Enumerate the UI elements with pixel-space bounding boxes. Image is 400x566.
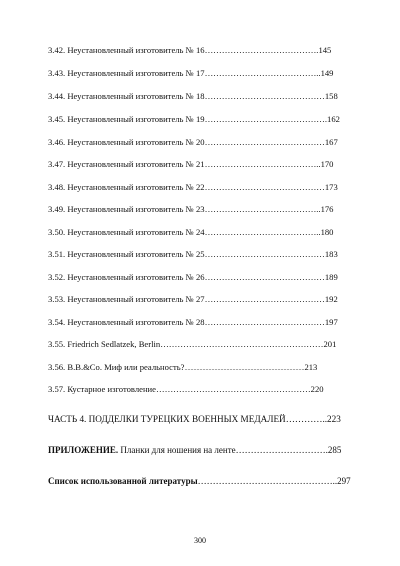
dot-leader: ………………………………….. — [204, 159, 321, 169]
dot-leader: ………….. — [285, 414, 328, 424]
part-title: ЧАСТЬ 4. ПОДДЕЛКИ ТУРЕЦКИХ ВОЕННЫХ МЕДАЛЕЙ — [48, 414, 286, 424]
entry-title: Неустановленный изготовитель № 24 — [67, 227, 205, 237]
toc-entry-3-47 — [48, 159, 360, 170]
toc-entry-3-54 — [48, 317, 360, 328]
entry-page: 158 — [324, 91, 338, 101]
toc-entry-3-51 — [48, 249, 360, 260]
dot-leader: …………………………………… — [204, 137, 325, 147]
toc-entry-3-49 — [48, 204, 360, 215]
entry-page: 176 — [320, 204, 334, 214]
toc-entry-3-42 — [48, 45, 360, 56]
entry-title: Friedrich Sedlatzek, Berlin — [67, 339, 161, 349]
toc-entry-3-57 — [48, 384, 360, 395]
entry-number: 3.55. — [48, 339, 66, 349]
dot-leader: ……………………………………. — [204, 114, 328, 124]
dot-leader: …………………………………… — [204, 272, 325, 282]
entry-page: 183 — [324, 249, 338, 259]
dot-leader: …………………………………… — [204, 182, 325, 192]
entry-page: 192 — [324, 294, 338, 304]
entry-number: 3.42. — [48, 45, 66, 55]
appendix-title: Планки для ношения на ленте — [120, 445, 236, 455]
entry-number: 3.54. — [48, 317, 66, 327]
dot-leader: ………………………………….. — [204, 227, 321, 237]
entry-number: 3.52. — [48, 272, 66, 282]
entry-page: 201 — [323, 339, 337, 349]
entry-page: 173 — [324, 182, 338, 192]
entry-number: 3.47. — [48, 159, 66, 169]
dot-leader: …………………………. — [235, 445, 328, 455]
entry-number: 3.53. — [48, 294, 66, 304]
entry-page: 213 — [304, 362, 318, 372]
entry-title: B.B.&Co. Миф или реальность? — [67, 362, 185, 372]
bibliography-page: 297 — [337, 476, 351, 486]
toc-entry-appendix — [48, 445, 360, 456]
toc-entry-bibliography — [48, 476, 360, 487]
toc-entry-3-43 — [48, 68, 360, 79]
toc-entry-3-53 — [48, 294, 360, 305]
dot-leader: …………………………………… — [204, 249, 325, 259]
dot-leader: ……………………………………………… — [155, 384, 311, 394]
entry-title: Неустановленный изготовитель № 22 — [67, 182, 205, 192]
appendix-heading: ПРИЛОЖЕНИЕ. — [48, 445, 119, 455]
entry-number: 3.48. — [48, 182, 66, 192]
entry-number: 3.50. — [48, 227, 66, 237]
part-page: 223 — [327, 414, 341, 424]
dot-leader: ………………………………….. — [204, 68, 321, 78]
entry-title: Неустановленный изготовитель № 27 — [67, 294, 205, 304]
entry-number: 3.51. — [48, 249, 66, 259]
toc-entry-part-4 — [48, 414, 360, 425]
dot-leader: …………………………………… — [204, 294, 325, 304]
entry-page: 149 — [320, 68, 334, 78]
entry-page: 180 — [320, 227, 334, 237]
entry-title: Неустановленный изготовитель № 26 — [67, 272, 205, 282]
entry-page: 197 — [324, 317, 338, 327]
entry-title: Кустарное изготовление — [67, 384, 156, 394]
entry-page: 167 — [324, 137, 338, 147]
entry-number: 3.49. — [48, 204, 66, 214]
entry-title: Неустановленный изготовитель № 20 — [67, 137, 205, 147]
entry-page: 220 — [310, 384, 324, 394]
dot-leader: …………………………………. — [204, 45, 319, 55]
entry-page: 189 — [324, 272, 338, 282]
entry-title: Неустановленный изготовитель № 19 — [67, 114, 205, 124]
bibliography-heading: Список использованной литературы — [48, 476, 198, 486]
dot-leader: …………………………………… — [204, 317, 325, 327]
entry-title: Неустановленный изготовитель № 28 — [67, 317, 205, 327]
entry-number: 3.45. — [48, 114, 66, 124]
entry-number: 3.57. — [48, 384, 66, 394]
entry-number: 3.43. — [48, 68, 66, 78]
entry-number: 3.44. — [48, 91, 66, 101]
entry-page: 162 — [327, 114, 340, 124]
entry-page: 145 — [318, 45, 332, 55]
dot-leader: ................................................................................ — [184, 366, 305, 372]
entry-title: Неустановленный изготовитель № 21 — [67, 159, 205, 169]
dot-leader: ………………………………………………… — [160, 339, 324, 349]
toc-entry-3-45 — [48, 114, 360, 125]
entry-title: Неустановленный изготовитель № 16 — [67, 45, 205, 55]
entry-number: 3.46. — [48, 137, 66, 147]
toc-entry-3-55 — [48, 339, 360, 350]
entry-title: Неустановленный изготовитель № 25 — [67, 249, 205, 259]
appendix-page: 285 — [327, 445, 342, 455]
entry-number: 3.56. — [48, 362, 66, 372]
entry-title: Неустановленный изготовитель № 23 — [67, 204, 205, 214]
entry-title: Неустановленный изготовитель № 18 — [67, 91, 205, 101]
dot-leader: ………………………………….. — [204, 204, 321, 214]
toc-entry-3-46 — [48, 137, 360, 148]
dot-leader: …………………………………… — [204, 91, 325, 101]
entry-page: 170 — [320, 159, 334, 169]
toc-entry-3-48 — [48, 182, 360, 193]
dot-leader: ……………………………………….. — [197, 476, 338, 486]
toc-entry-3-50 — [48, 227, 360, 238]
page-number: 300 — [194, 536, 206, 545]
toc-entry-3-56 — [48, 362, 360, 375]
toc-entry-3-44 — [48, 91, 360, 102]
entry-title: Неустановленный изготовитель № 17 — [67, 68, 205, 78]
toc-entry-3-52 — [48, 272, 360, 283]
